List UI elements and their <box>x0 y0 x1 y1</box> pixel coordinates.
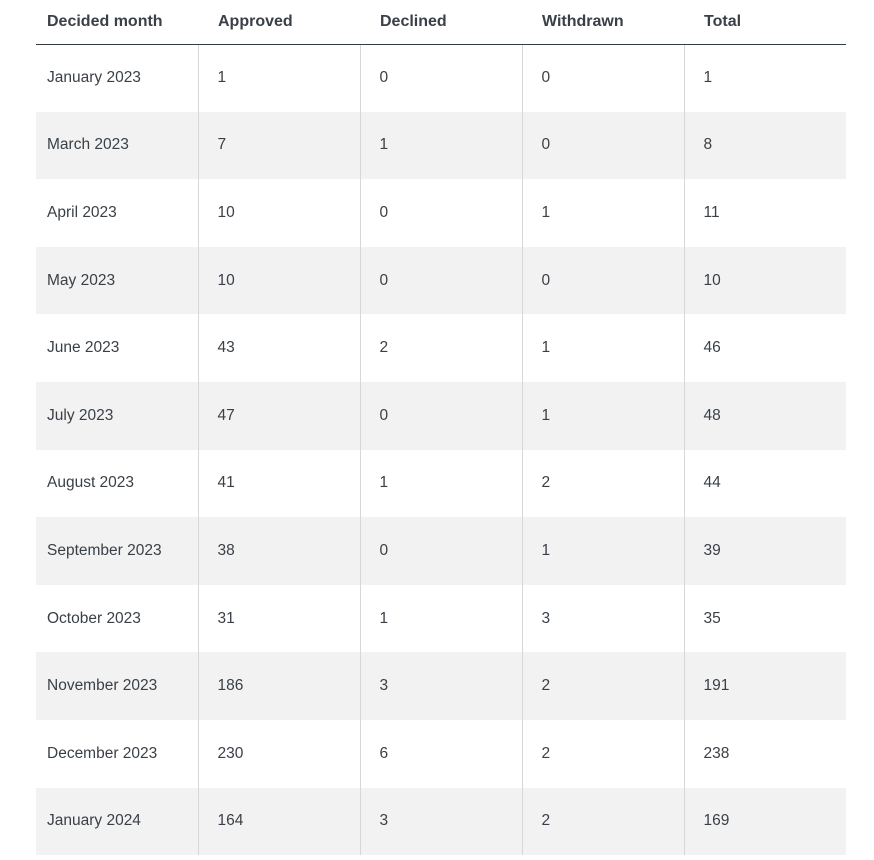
cell-declined: 2 <box>360 314 522 382</box>
table-row <box>36 112 846 180</box>
cell-total: 191 <box>703 677 730 695</box>
cell-total: 238 <box>703 744 730 762</box>
table-header <box>36 0 846 44</box>
cell-withdrawn: 1 <box>522 314 684 382</box>
cell-approved: 7 <box>198 112 360 180</box>
cell-month: September 2023 <box>36 517 198 585</box>
cell-withdrawn: 0 <box>522 247 684 315</box>
cell-month: August 2023 <box>36 450 198 518</box>
table-row <box>36 179 846 247</box>
table-row <box>36 314 846 382</box>
cell-approved: 41 <box>198 450 360 518</box>
cell-withdrawn: 1 <box>522 382 684 450</box>
cell-approved: 1 <box>198 44 360 112</box>
cell-approved: 10 <box>198 247 360 315</box>
cell-total: 44 <box>703 474 721 492</box>
cell-withdrawn: 2 <box>522 788 684 856</box>
cell-declined: 1 <box>360 450 522 518</box>
cell-withdrawn: 2 <box>522 450 684 518</box>
cell-total: 48 <box>703 406 721 424</box>
header-total: Total <box>684 0 846 44</box>
cell-approved: 43 <box>198 314 360 382</box>
table-row <box>36 382 846 450</box>
cell-withdrawn: 0 <box>522 112 684 180</box>
cell-approved: 31 <box>198 585 360 653</box>
table-body <box>36 44 846 855</box>
cell-withdrawn: 3 <box>522 585 684 653</box>
cell-month: October 2023 <box>36 585 198 653</box>
table-row <box>36 517 846 585</box>
header-withdrawn: Withdrawn <box>522 0 684 44</box>
header-declined: Declined <box>360 0 522 44</box>
cell-declined: 6 <box>360 720 522 788</box>
cell-declined: 3 <box>360 652 522 720</box>
cell-month: May 2023 <box>36 247 198 315</box>
cell-withdrawn: 1 <box>522 517 684 585</box>
cell-month: November 2023 <box>36 652 198 720</box>
table-row <box>36 720 846 788</box>
table-row <box>36 44 846 112</box>
cell-month: June 2023 <box>36 314 198 382</box>
cell-total: 169 <box>703 812 730 830</box>
cell-month: April 2023 <box>36 179 198 247</box>
cell-approved: 10 <box>198 179 360 247</box>
cell-total: 8 <box>703 136 713 154</box>
cell-approved: 47 <box>198 382 360 450</box>
header-approved: Approved <box>198 0 360 44</box>
table-row <box>36 247 846 315</box>
cell-withdrawn: 0 <box>522 44 684 112</box>
cell-approved: 38 <box>198 517 360 585</box>
cell-declined: 0 <box>360 382 522 450</box>
header-row <box>36 0 846 44</box>
cell-declined: 3 <box>360 788 522 856</box>
cell-month: January 2023 <box>36 44 198 112</box>
table-row <box>36 585 846 653</box>
cell-total: 35 <box>703 609 721 627</box>
cell-withdrawn: 2 <box>522 720 684 788</box>
cell-total: 46 <box>703 339 721 357</box>
cell-declined: 1 <box>360 585 522 653</box>
header-decided-month: Decided month <box>36 0 198 44</box>
cell-total: 10 <box>703 271 721 289</box>
cell-approved: 164 <box>198 788 360 856</box>
cell-approved: 230 <box>198 720 360 788</box>
cell-approved: 186 <box>198 652 360 720</box>
cell-withdrawn: 1 <box>522 179 684 247</box>
table-row <box>36 450 846 518</box>
cell-declined: 1 <box>360 112 522 180</box>
cell-declined: 0 <box>360 247 522 315</box>
cell-withdrawn: 2 <box>522 652 684 720</box>
cell-month: July 2023 <box>36 382 198 450</box>
table-row <box>36 788 846 856</box>
cell-total: 1 <box>703 69 713 87</box>
cell-declined: 0 <box>360 179 522 247</box>
cell-month: March 2023 <box>36 112 198 180</box>
decisions-table-container <box>36 0 846 855</box>
cell-declined: 0 <box>360 517 522 585</box>
cell-month: December 2023 <box>36 720 198 788</box>
table-row <box>36 652 846 720</box>
cell-total: 11 <box>703 203 720 221</box>
cell-month: January 2024 <box>36 788 198 856</box>
cell-declined: 0 <box>360 44 522 112</box>
cell-total: 39 <box>703 541 721 559</box>
decisions-by-month-table <box>36 0 846 855</box>
